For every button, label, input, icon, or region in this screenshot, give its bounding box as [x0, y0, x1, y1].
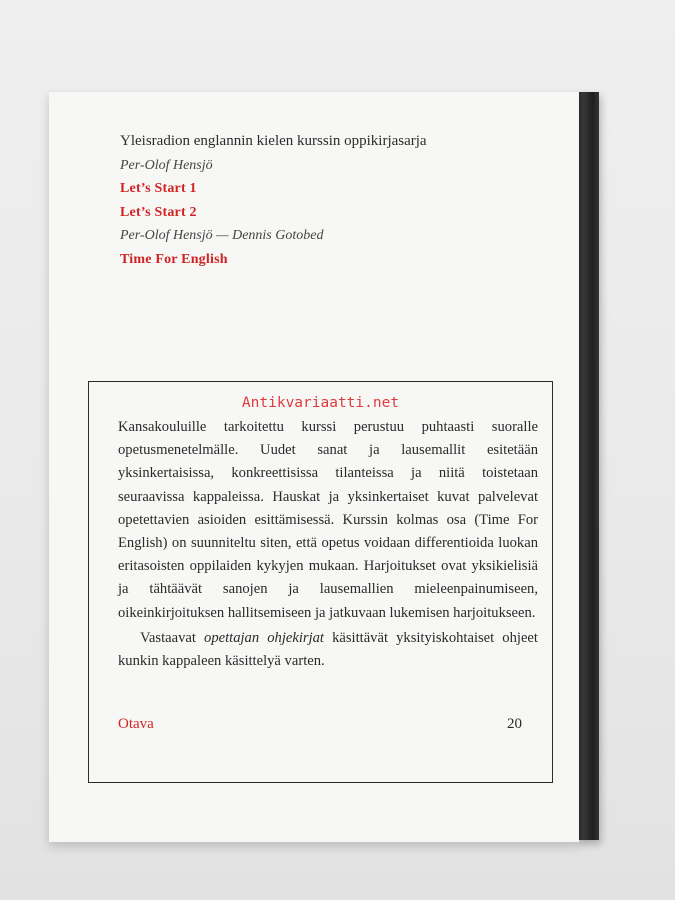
- paragraph-2-italic: opettajan ohjekirjat: [204, 629, 324, 646]
- description-paragraph-2: [118, 627, 538, 673]
- book-spine: [577, 92, 599, 840]
- watermark-text: Antikvariaatti.net: [241, 395, 400, 411]
- book-title-lets-start-1: Let’s Start 1: [120, 181, 197, 196]
- description-paragraph-1: Kansakouluille tarkoitettu kurssi perustuu puhtaasti suoralle opetusmenetelmälle. Uudet sanat ja lausemallit esitetään yksinkertaisissa, konkreettisissa tilanteissa ja niitä toistetaan seuraavissa kappaleissa. Hauskat ja yksinkertaiset kuvat palvelevat opetettavien asioiden esittämisessä. Kurssin kolmas osa (Time For English) on suunniteltu siten, että opetus voidaan differentioida luokan eritasoisten oppilaiden kykyjen mukaan. Harjoitukset ovat yksikielisiä ja tähtäävät sanojen ja lausemallien mieleenpainumiseen, oikeinkirjoituksen hallitsemiseen ja jatkuvaan lukemisen harjoitukseen.: [118, 419, 538, 621]
- paragraph-2-end: käsittävät yksityiskohtaiset ohjeet kunkin kappaleen käsittelyä varten.: [118, 629, 538, 670]
- paragraph-2-start: Vastaavat: [140, 629, 205, 646]
- publisher-name: Otava: [118, 716, 154, 732]
- book-title-lets-start-2: Let’s Start 2: [120, 204, 197, 220]
- price-code: 20: [507, 716, 522, 732]
- book-series-list: [120, 130, 427, 271]
- book-title-time-for-english: Time For English: [120, 251, 228, 267]
- description-text: [118, 416, 538, 673]
- series-title: Yleisradion englannin kielen kurssin oppikirjasarja: [120, 133, 427, 149]
- author-line-2: Per-Olof Hensjö — Dennis Gotobed: [120, 228, 324, 243]
- author-line-1: Per-Olof Hensjö: [120, 157, 213, 173]
